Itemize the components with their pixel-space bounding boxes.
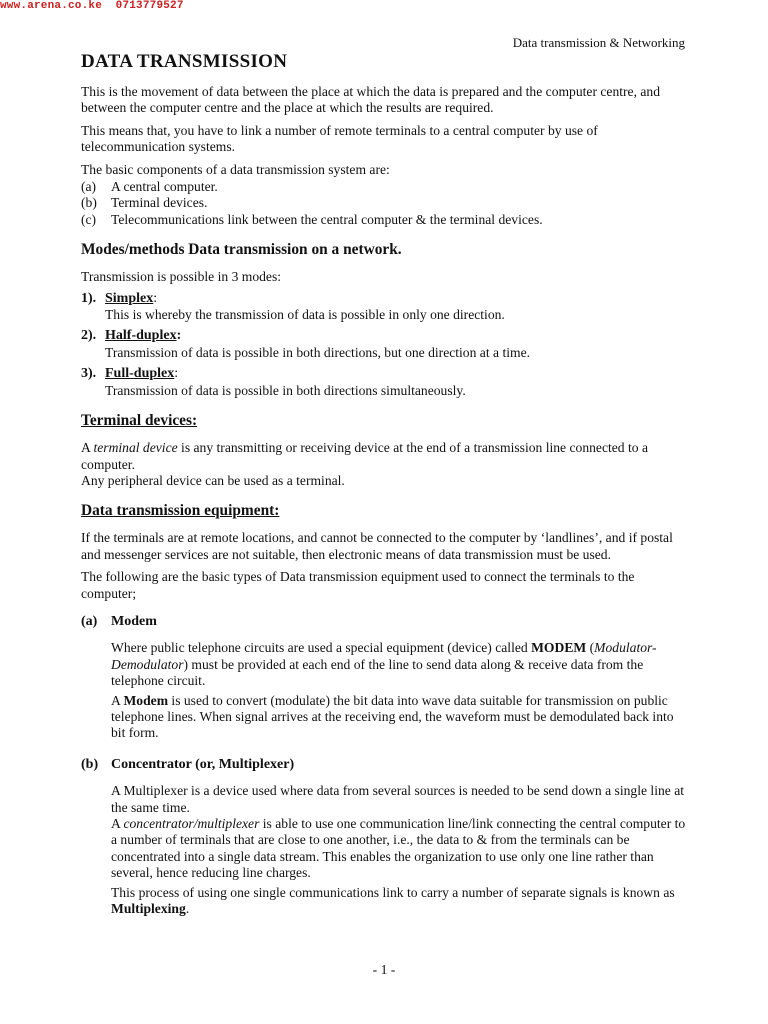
text-run: Where public telephone circuits are used a special equipment (device) called (111, 640, 532, 656)
watermark (0, 0, 184, 12)
intro-paragraph-1: This is the movement of data between the place at which the data is prepared and the computer centre, and between the computer centre and the place at which the results are required. (81, 84, 661, 116)
list-marker: (c) (81, 211, 97, 227)
terminal-paragraph-1 (81, 440, 686, 473)
list-marker: (b) (81, 195, 97, 211)
term-bold: Multiplexing (111, 901, 186, 917)
intro-paragraph-2: This means that, you have to link a number of remote terminals to a central computer by use of telecommunication systems. (81, 122, 598, 155)
list-marker: (a) (81, 179, 97, 195)
text-run: is used to convert (modulate) the bit data into wave data suitable for transmission on public telephone lines. When signal arrives at the receiving end, the waveform must be demodulated back into bit form. (111, 692, 674, 741)
text-run: This process of using one single communications link to carry a number of separate signals is known as (111, 884, 675, 900)
mode-name: Simplex (105, 290, 154, 306)
equipment-heading: Data transmission equipment: (81, 502, 280, 520)
mode-number: 1). (81, 290, 97, 306)
component-item (81, 212, 686, 228)
mode-name: Half-duplex (105, 328, 177, 344)
components-lead: The basic components of a data transmission system are: (81, 161, 390, 177)
concentrator-paragraph-3 (111, 885, 686, 918)
concentrator-body (81, 783, 686, 917)
mode-name: Full-duplex (105, 366, 175, 382)
mode-colon: : (176, 328, 182, 344)
page-title: DATA TRANSMISSION (81, 51, 288, 72)
text-run: is able to use one communication line/link connecting the central computer to a number of terminals that are close to one another, i.e., the data to & from the terminals can be concentrated into a single data stream. This enables the organization to use only one line rather than several, hence reducing line charges. (111, 816, 686, 881)
mode-colon: : (174, 366, 179, 382)
modes-heading: Modes/methods Data transmission on a network. (81, 241, 402, 259)
term-italic: terminal device (93, 440, 178, 456)
running-head: Data transmission & Networking (512, 35, 685, 50)
mode-colon: : (153, 290, 158, 306)
page-number: - 1 - (372, 962, 396, 977)
text-run: A (111, 816, 124, 831)
list-marker: (a) (81, 613, 98, 629)
mode-description: This is whereby the transmission of data is possible in only one direction. (105, 307, 505, 323)
mode-heading-simplex (81, 291, 686, 307)
concentrator-paragraph-2 (111, 816, 686, 882)
text-run: A (81, 440, 94, 456)
modes-lead: Transmission is possible in 3 modes: (81, 269, 282, 285)
text-run: . (185, 901, 190, 917)
mode-description: Transmission of data is possible in both directions simultaneously. (105, 382, 466, 398)
concentrator-paragraph-1: A Multiplexer is a device used where data from several sources is needed to be send down a single line at the same time. (111, 783, 685, 815)
modem-paragraph-2 (111, 693, 686, 742)
terminal-paragraph-2: Any peripheral device can be used as a terminal. (81, 472, 345, 488)
term-italic: Modulator-Demodulator (111, 640, 657, 672)
list-text: Telecommunications link between the central computer & the terminal devices. (111, 211, 543, 227)
modem-paragraph-1 (111, 640, 686, 689)
text-run: ) must be provided at each end of the line to send data along & receive data from the telephone circuit. (111, 656, 644, 689)
text-run: is any transmitting or receiving device at the end of a transmission line connected to a computer. (81, 440, 648, 472)
list-text: A central computer. (111, 179, 218, 195)
concentrator-heading (81, 757, 686, 773)
mode-number: 3). (81, 366, 97, 382)
modem-heading (81, 614, 686, 630)
component-item (81, 195, 686, 211)
subsection-title: Concentrator (or, Multiplexer) (111, 756, 295, 772)
terminal-heading: Terminal devices: (81, 412, 198, 430)
mode-heading-half-duplex (81, 328, 686, 344)
mode-description: Transmission of data is possible in both directions, but one direction at a time. (105, 344, 531, 360)
equipment-paragraph-2: The following are the basic types of Data transmission equipment used to connect the terminals to the computer; (81, 569, 635, 601)
mode-number: 2). (81, 328, 97, 344)
watermark-phone: 0713779527 (115, 0, 184, 12)
watermark-site[interactable]: www.arena.co.ke (0, 0, 103, 12)
term-bold: Modem (123, 692, 169, 708)
text-run: A (111, 692, 124, 708)
term-bold: MODEM (531, 640, 587, 656)
text-run: ( (586, 640, 595, 656)
term-italic: concentrator/multiplexer (123, 816, 260, 831)
list-text: Terminal devices. (111, 195, 208, 211)
document-page (81, 51, 686, 920)
modem-body (81, 640, 686, 741)
subsection-title: Modem (111, 613, 157, 629)
component-item (81, 179, 686, 195)
list-marker: (b) (81, 756, 99, 772)
equipment-paragraph-1: If the terminals are at remote locations, and cannot be connected to the computer by ‘landlines’, and if postal and messenger services are not suitable, then electronic means of data transmission must be used. (81, 530, 673, 562)
mode-heading-full-duplex (81, 366, 686, 382)
